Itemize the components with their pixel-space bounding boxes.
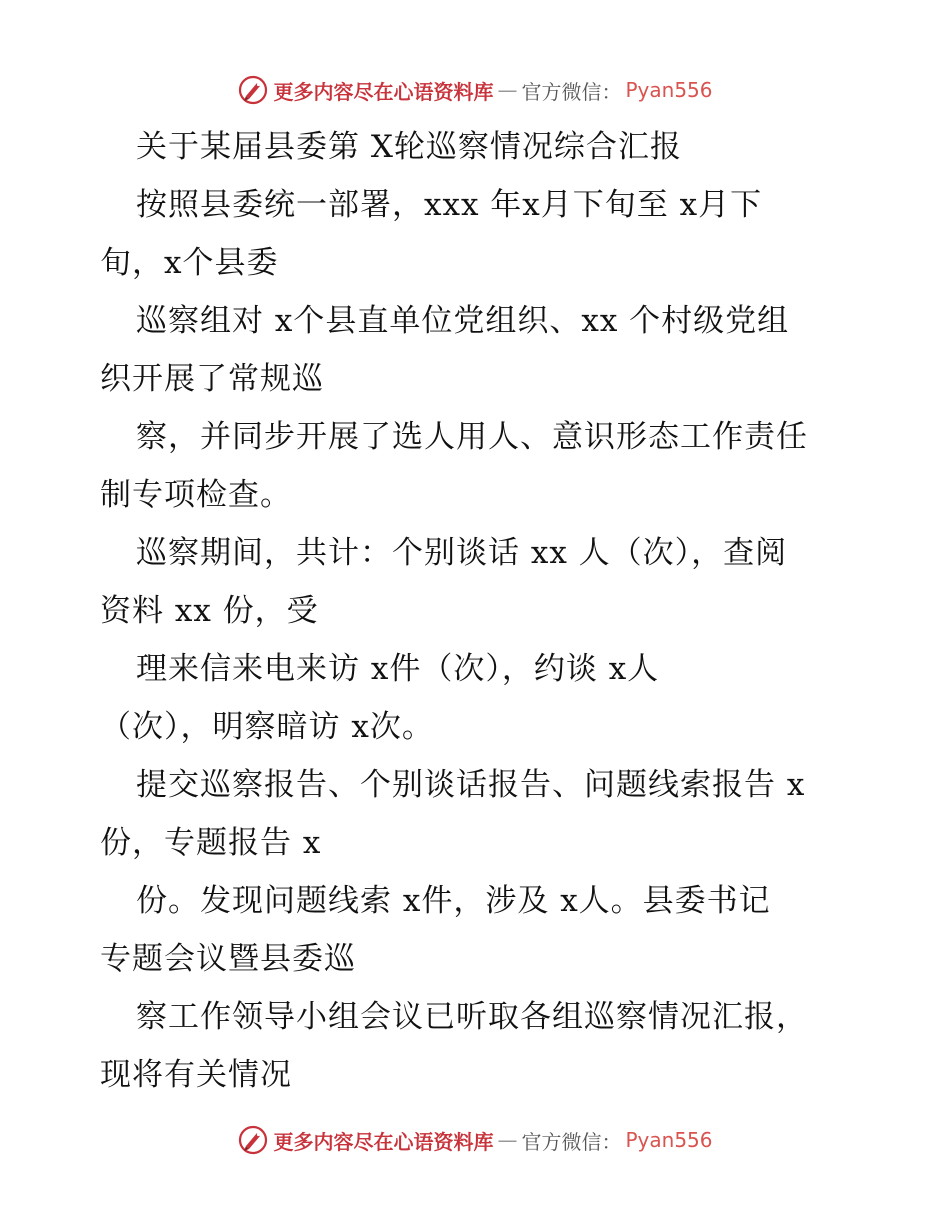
paragraph-line: （次），明察暗访 x次。: [100, 709, 434, 745]
header-brand-text: 更多内容尽在心语资料库: [273, 79, 494, 104]
paragraph-line: 份，专题报告 x: [100, 825, 322, 861]
paragraph-line: 制专项检查。: [100, 477, 292, 513]
header-wechat-account: Pyan556: [625, 78, 713, 102]
header-separator: —: [497, 78, 518, 102]
paragraph-line: 提交巡察报告、个别谈话报告、问题线索报告 x: [136, 767, 806, 803]
paragraph-line: 份。发现问题线索 x件，涉及 x人。县委书记: [136, 883, 771, 919]
paragraph-line: 巡察期间，共计：个别谈话 xx 人（次），查阅: [136, 535, 788, 571]
paragraph-line: 织开展了常规巡: [100, 361, 324, 397]
footer-brand-text: 更多内容尽在心语资料库: [273, 1129, 494, 1154]
footer-watermark: [237, 1124, 712, 1156]
footer-separator: —: [497, 1128, 518, 1152]
paragraph-line: 巡察组对 x个县直单位党组织、xx 个村级党组: [136, 303, 790, 339]
document-body: [100, 118, 850, 1104]
paragraph-line: 察，并同步开展了选人用人、意识形态工作责任: [136, 419, 808, 455]
paragraph-line: 旬，x个县委: [100, 245, 279, 281]
paragraph-line: 资料 xx 份，受: [100, 593, 319, 629]
header-wechat-label: 官方微信：: [521, 79, 622, 104]
brand-logo-icon: [237, 1124, 269, 1156]
paragraph-line: 专题会议暨县委巡: [100, 941, 356, 977]
paragraph-line: 理来信来电来访 x件（次），约谈 x人: [136, 651, 660, 687]
paragraph-line: 现将有关情况: [100, 1057, 292, 1093]
footer-wechat-account: Pyan556: [625, 1128, 713, 1152]
header-watermark: [237, 74, 712, 106]
paragraph-line: 按照县委统一部署，xxx 年x月下旬至 x月下: [136, 187, 763, 223]
footer-wechat-label: 官方微信：: [521, 1129, 622, 1154]
page-header: [0, 70, 950, 110]
brand-logo-icon: [237, 74, 269, 106]
paragraph-line: 察工作领导小组会议已听取各组巡察情况汇报，: [136, 999, 808, 1035]
document-title: 关于某届县委第 X轮巡察情况综合汇报: [136, 129, 682, 165]
page-footer: [0, 1120, 950, 1160]
